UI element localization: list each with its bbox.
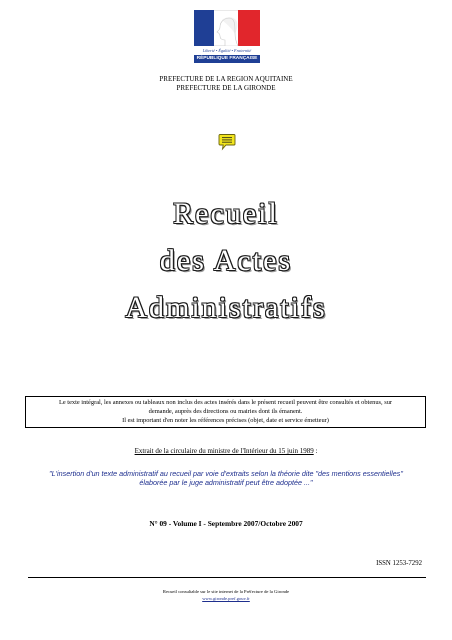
issue-number: N° 09 - Volume I - Septembre 2007/Octobre 2007	[149, 519, 303, 528]
circular-extract-colon: :	[313, 447, 318, 455]
prefecture-region: PREFECTURE DE LA REGION AQUITAINE	[159, 75, 293, 83]
title-line-3: Administratifs	[125, 291, 327, 324]
footer-website-link[interactable]: www.gironde.pref.gouv.fr	[202, 596, 250, 601]
footer	[0, 588, 452, 602]
marianne-logo	[194, 10, 260, 66]
quote-line-2: élaborée par le juge administratif peut être adoptée ..."	[139, 478, 313, 487]
notice-line-3: Il est important d'en noter les références précises (objet, date et service émetteur)	[122, 417, 329, 425]
footer-note: Recueil consultable sur le site internet de la Préfecture de la Gironde	[162, 589, 290, 594]
motto: Liberté • Égalité • Fraternité	[202, 48, 252, 53]
prefecture-department: PREFECTURE DE LA GIRONDE	[176, 84, 276, 92]
quote-line-1: "L'insertion d'un texte administratif au recueil par voie d'extraits selon la théorie dite "des mentions essentielles"	[49, 469, 403, 478]
footer-divider	[28, 577, 426, 578]
prefecture-header	[0, 75, 452, 93]
circular-extract-heading	[0, 447, 452, 456]
marianne-profile-icon	[208, 16, 244, 46]
circular-quote	[0, 469, 452, 487]
consultation-notice	[25, 396, 426, 428]
issn-number: ISSN 1253-7292	[376, 560, 422, 567]
comment-note-icon[interactable]	[218, 133, 236, 151]
document-title	[0, 190, 452, 331]
title-line-1: Recueil	[173, 197, 279, 230]
republic-name: RÉPUBLIQUE FRANÇAISE	[194, 55, 260, 63]
notice-line-2: demande, auprès des directions ou mairies dont ils émanent.	[148, 408, 303, 416]
title-line-2: des Actes	[159, 244, 293, 277]
circular-extract-title: Extrait de la circulaire du ministre de l'Intérieur du 15 juin 1989	[134, 447, 314, 455]
notice-line-1: Le texte intégral, les annexes ou tableaux non inclus des actes insérés dans le présent recueil peuvent être consultés et obtenus, sur	[58, 399, 393, 406]
